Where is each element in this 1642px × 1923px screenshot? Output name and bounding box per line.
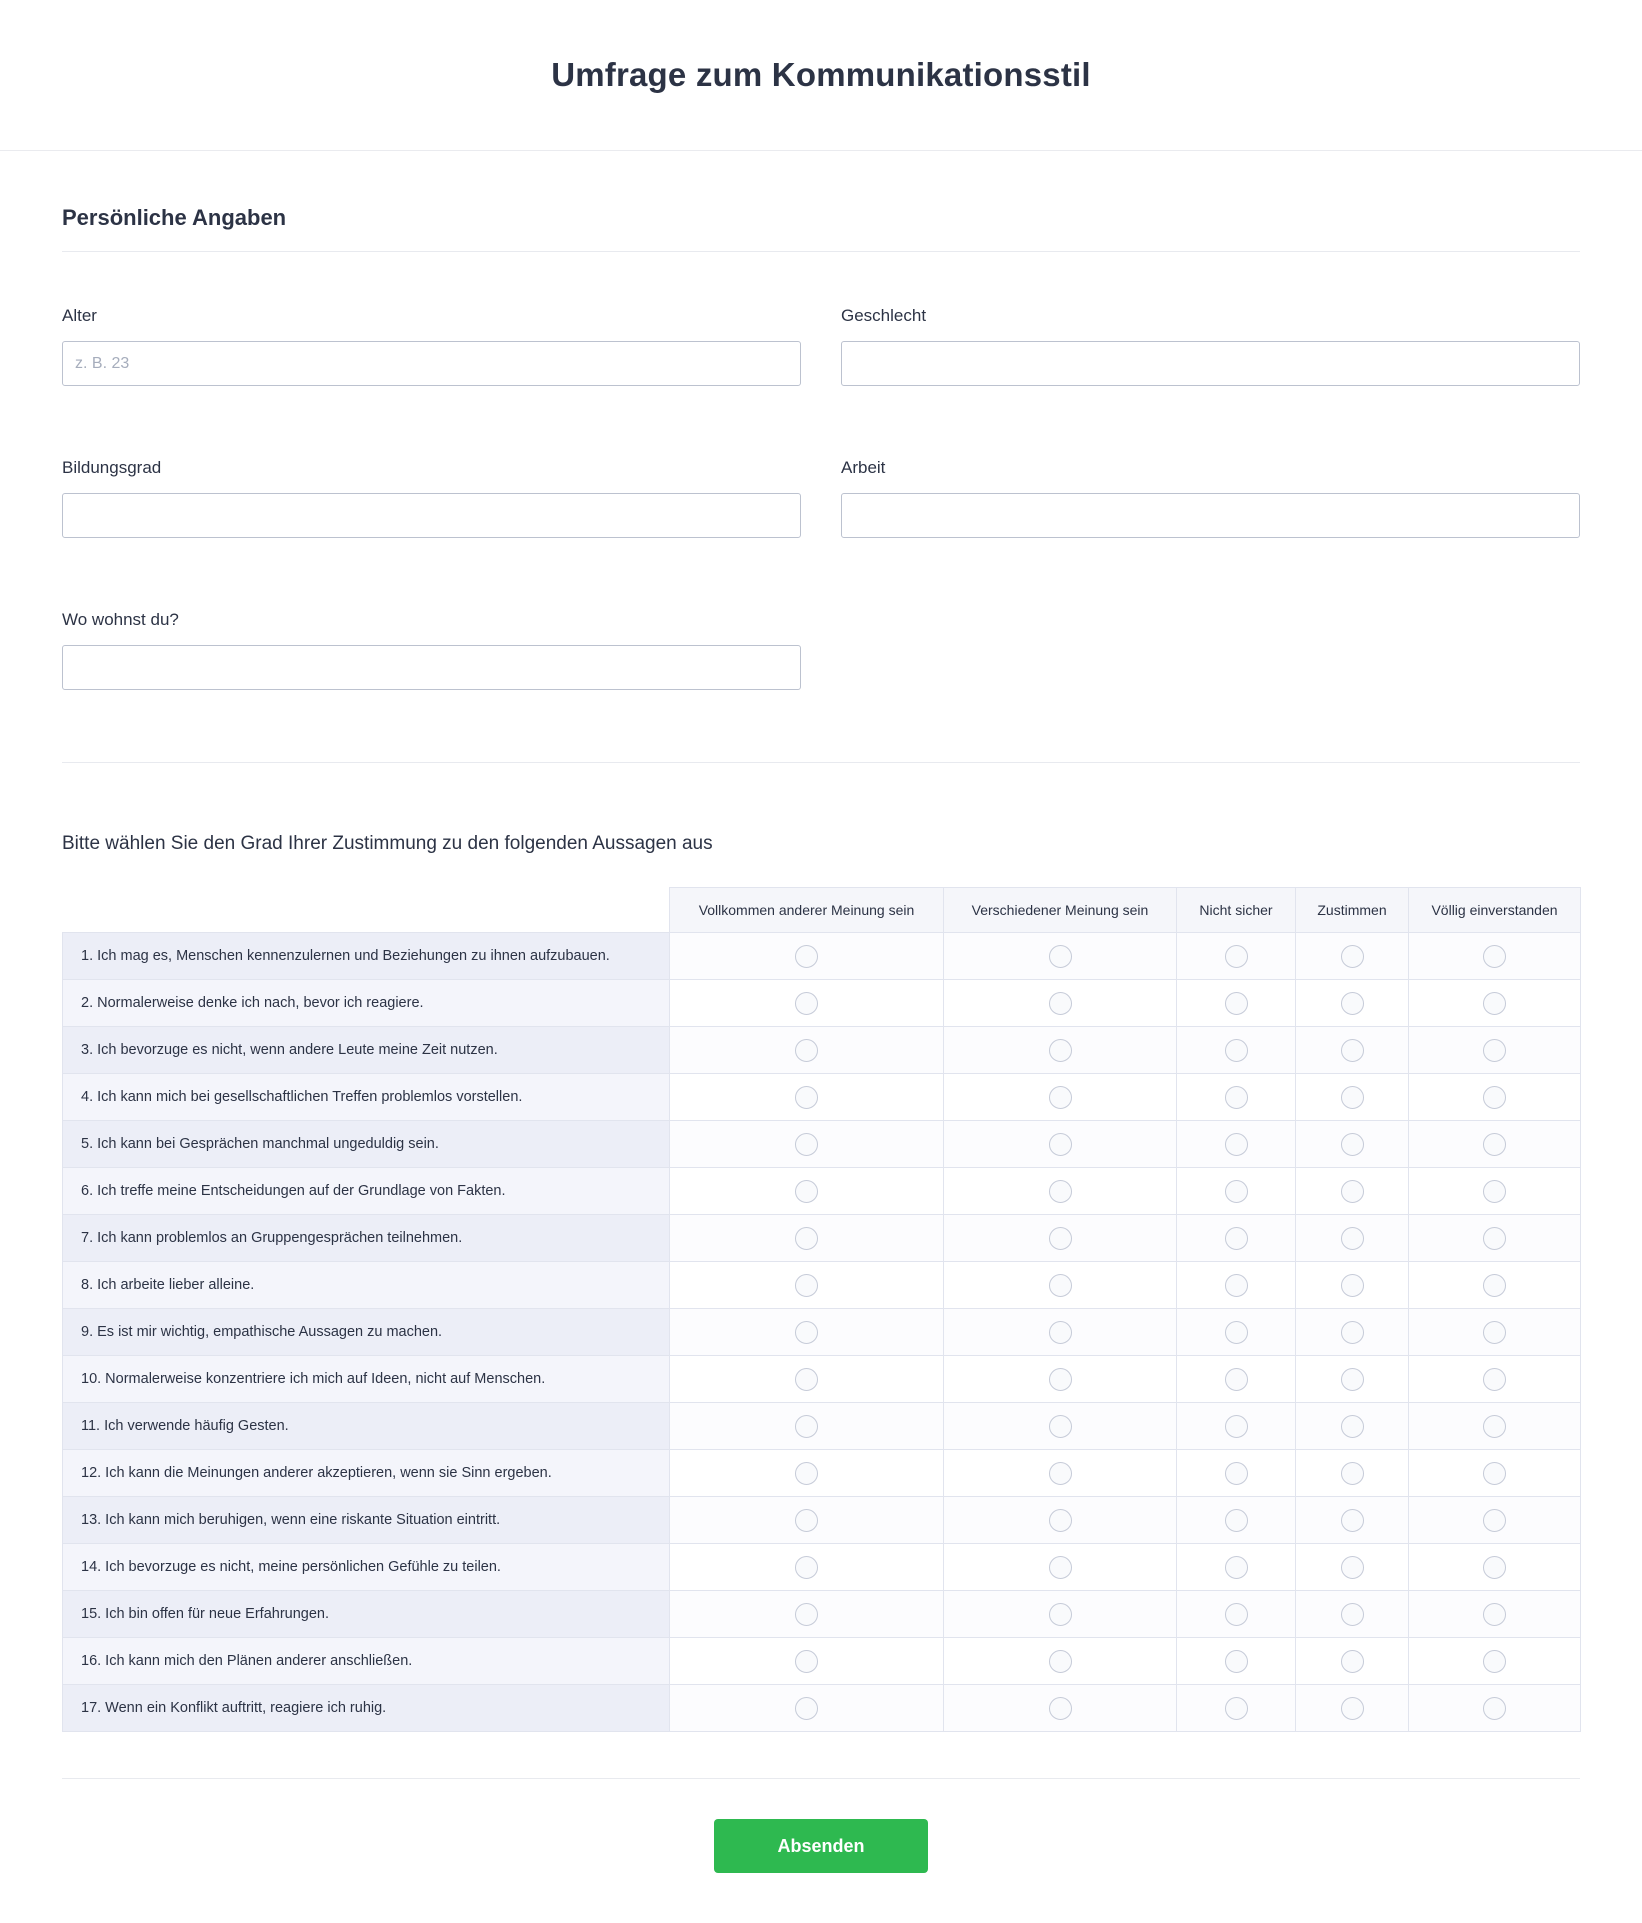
matrix-radio-cell[interactable] — [1177, 1074, 1296, 1121]
radio-button[interactable] — [1225, 1415, 1248, 1438]
matrix-radio-cell[interactable] — [670, 1074, 944, 1121]
radio-button[interactable] — [1483, 992, 1506, 1015]
matrix-row-label: 7. Ich kann problemlos an Gruppengesprächen teilnehmen. — [63, 1215, 670, 1262]
matrix-radio-cell[interactable] — [1296, 1262, 1409, 1309]
matrix-column-header: Zustimmen — [1296, 888, 1409, 933]
matrix-section — [62, 833, 1580, 1732]
radio-button[interactable] — [1341, 945, 1364, 968]
matrix-radio-cell[interactable] — [944, 1497, 1177, 1544]
matrix-table — [62, 887, 1581, 1732]
matrix-radio-cell[interactable] — [1296, 980, 1409, 1027]
matrix-radio-cell[interactable] — [1296, 1685, 1409, 1732]
matrix-radio-cell[interactable] — [944, 933, 1177, 980]
radio-button[interactable] — [1225, 1462, 1248, 1485]
matrix-radio-cell[interactable] — [1177, 980, 1296, 1027]
matrix-radio-cell[interactable] — [944, 1309, 1177, 1356]
matrix-radio-cell[interactable] — [670, 980, 944, 1027]
radio-button[interactable] — [1341, 1227, 1364, 1250]
radio-button[interactable] — [1049, 1227, 1072, 1250]
matrix-row-label: 5. Ich kann bei Gesprächen manchmal ungeduldig sein. — [63, 1121, 670, 1168]
radio-button[interactable] — [1341, 1603, 1364, 1626]
radio-button[interactable] — [1049, 1556, 1072, 1579]
matrix-row — [63, 1027, 1581, 1074]
radio-button[interactable] — [1225, 992, 1248, 1015]
matrix-radio-cell[interactable] — [670, 1215, 944, 1262]
matrix-radio-cell[interactable] — [944, 1544, 1177, 1591]
matrix-radio-cell[interactable] — [1177, 1168, 1296, 1215]
matrix-row — [63, 1168, 1581, 1215]
matrix-column-header: Vollkommen anderer Meinung sein — [670, 888, 944, 933]
matrix-radio-cell[interactable] — [670, 1309, 944, 1356]
alter-label: Alter — [62, 306, 97, 325]
matrix-row — [63, 1403, 1581, 1450]
radio-button[interactable] — [1049, 1086, 1072, 1109]
radio-button[interactable] — [1341, 992, 1364, 1015]
radio-button[interactable] — [1341, 1415, 1364, 1438]
matrix-row — [63, 1544, 1581, 1591]
matrix-radio-cell[interactable] — [670, 1450, 944, 1497]
matrix-row — [63, 933, 1581, 980]
radio-button[interactable] — [1483, 1039, 1506, 1062]
matrix-row — [63, 1497, 1581, 1544]
radio-button[interactable] — [795, 1603, 818, 1626]
matrix-radio-cell[interactable] — [1296, 1074, 1409, 1121]
matrix-row-label: 10. Normalerweise konzentriere ich mich auf Ideen, nicht auf Menschen. — [63, 1356, 670, 1403]
radio-button[interactable] — [1049, 1603, 1072, 1626]
matrix-row-label: 14. Ich bevorzuge es nicht, meine persönlichen Gefühle zu teilen. — [63, 1544, 670, 1591]
radio-button[interactable] — [795, 1180, 818, 1203]
field-bildungsgrad — [62, 458, 801, 538]
radio-button[interactable] — [1483, 1697, 1506, 1720]
matrix-row-label: 16. Ich kann mich den Plänen anderer anschließen. — [63, 1638, 670, 1685]
matrix-row — [63, 1450, 1581, 1497]
matrix-row — [63, 1121, 1581, 1168]
submit-button[interactable]: Absenden — [714, 1819, 928, 1873]
matrix-row — [63, 980, 1581, 1027]
matrix-row-label: 11. Ich verwende häufig Gesten. — [63, 1403, 670, 1450]
radio-button[interactable] — [795, 1133, 818, 1156]
radio-button[interactable] — [1341, 1180, 1364, 1203]
radio-button[interactable] — [1341, 1697, 1364, 1720]
radio-button[interactable] — [1341, 1650, 1364, 1673]
field-alter — [62, 306, 801, 386]
matrix-row — [63, 1074, 1581, 1121]
matrix-radio-cell[interactable] — [944, 1168, 1177, 1215]
matrix-body — [63, 933, 1581, 1732]
matrix-radio-cell[interactable] — [1296, 1450, 1409, 1497]
radio-button[interactable] — [1225, 1556, 1248, 1579]
matrix-radio-cell[interactable] — [944, 1591, 1177, 1638]
matrix-row-label: 6. Ich treffe meine Entscheidungen auf der Grundlage von Fakten. — [63, 1168, 670, 1215]
radio-button[interactable] — [1483, 1650, 1506, 1673]
matrix-row-label: 13. Ich kann mich beruhigen, wenn eine riskante Situation eintritt. — [63, 1497, 670, 1544]
matrix-radio-cell[interactable] — [1296, 933, 1409, 980]
mid-divider — [62, 762, 1580, 763]
radio-button[interactable] — [795, 1274, 818, 1297]
matrix-row — [63, 1638, 1581, 1685]
radio-button[interactable] — [1483, 1321, 1506, 1344]
matrix-radio-cell[interactable] — [944, 1450, 1177, 1497]
radio-button[interactable] — [795, 1086, 818, 1109]
radio-button[interactable] — [1049, 1180, 1072, 1203]
radio-button[interactable] — [1225, 1321, 1248, 1344]
radio-button[interactable] — [1225, 1509, 1248, 1532]
matrix-corner-cell — [63, 888, 670, 933]
matrix-radio-cell[interactable] — [1409, 980, 1581, 1027]
matrix-row — [63, 1215, 1581, 1262]
personal-fields — [62, 306, 1580, 762]
radio-button[interactable] — [795, 992, 818, 1015]
matrix-radio-cell[interactable] — [944, 1121, 1177, 1168]
matrix-radio-cell[interactable] — [944, 1074, 1177, 1121]
matrix-radio-cell[interactable] — [1177, 1591, 1296, 1638]
matrix-radio-cell[interactable] — [670, 1121, 944, 1168]
field-wohnort — [62, 610, 801, 690]
radio-button[interactable] — [1225, 1274, 1248, 1297]
matrix-radio-cell[interactable] — [944, 1403, 1177, 1450]
radio-button[interactable] — [1049, 1415, 1072, 1438]
matrix-radio-cell[interactable] — [1177, 1638, 1296, 1685]
matrix-radio-cell[interactable] — [944, 980, 1177, 1027]
radio-button[interactable] — [1483, 1368, 1506, 1391]
matrix-column-header: Völlig einverstanden — [1409, 888, 1581, 933]
matrix-radio-cell[interactable] — [1409, 1638, 1581, 1685]
matrix-radio-cell[interactable] — [1296, 1168, 1409, 1215]
matrix-radio-cell[interactable] — [1409, 933, 1581, 980]
matrix-question: Bitte wählen Sie den Grad Ihrer Zustimmung zu den folgenden Aussagen aus — [62, 833, 713, 854]
matrix-radio-cell[interactable] — [1177, 933, 1296, 980]
matrix-radio-cell[interactable] — [670, 1497, 944, 1544]
page-title: Umfrage zum Kommunikationsstil — [551, 56, 1091, 93]
matrix-radio-cell[interactable] — [1409, 1168, 1581, 1215]
matrix-radio-cell[interactable] — [1409, 1262, 1581, 1309]
matrix-radio-cell[interactable] — [1409, 1074, 1581, 1121]
field-arbeit — [841, 458, 1580, 538]
radio-button[interactable] — [1049, 1509, 1072, 1532]
matrix-radio-cell[interactable] — [670, 1638, 944, 1685]
radio-button[interactable] — [1225, 1368, 1248, 1391]
alter-input[interactable] — [62, 341, 801, 386]
matrix-row-label: 1. Ich mag es, Menschen kennenzulernen und Beziehungen zu ihnen aufzubauen. — [63, 933, 670, 980]
radio-button[interactable] — [1225, 1086, 1248, 1109]
matrix-radio-cell[interactable] — [944, 1356, 1177, 1403]
radio-button[interactable] — [795, 1415, 818, 1438]
radio-button[interactable] — [1049, 1321, 1072, 1344]
radio-button[interactable] — [1225, 1650, 1248, 1673]
radio-button[interactable] — [1341, 1556, 1364, 1579]
matrix-row — [63, 1309, 1581, 1356]
matrix-radio-cell[interactable] — [1409, 1309, 1581, 1356]
matrix-radio-cell[interactable] — [1409, 1685, 1581, 1732]
matrix-radio-cell[interactable] — [670, 1168, 944, 1215]
matrix-radio-cell[interactable] — [1409, 1450, 1581, 1497]
wohnort-label: Wo wohnst du? — [62, 610, 179, 629]
radio-button[interactable] — [1483, 1415, 1506, 1438]
radio-button[interactable] — [795, 945, 818, 968]
matrix-row-label: 4. Ich kann mich bei gesellschaftlichen Treffen problemlos vorstellen. — [63, 1074, 670, 1121]
radio-button[interactable] — [795, 1462, 818, 1485]
matrix-radio-cell[interactable] — [1177, 1450, 1296, 1497]
matrix-radio-cell[interactable] — [944, 1685, 1177, 1732]
matrix-radio-cell[interactable] — [1409, 1497, 1581, 1544]
matrix-radio-cell[interactable] — [1409, 1215, 1581, 1262]
radio-button[interactable] — [1049, 1462, 1072, 1485]
radio-button[interactable] — [795, 1509, 818, 1532]
matrix-row-label: 15. Ich bin offen für neue Erfahrungen. — [63, 1591, 670, 1638]
personal-heading: Persönliche Angaben — [62, 205, 287, 230]
field-geschlecht — [841, 306, 1580, 386]
radio-button[interactable] — [795, 1368, 818, 1391]
matrix-radio-cell[interactable] — [1177, 1497, 1296, 1544]
matrix-row — [63, 1685, 1581, 1732]
radio-button[interactable] — [1341, 1039, 1364, 1062]
matrix-radio-cell[interactable] — [1177, 1685, 1296, 1732]
matrix-column-header: Verschiedener Meinung sein — [944, 888, 1177, 933]
matrix-radio-cell[interactable] — [1296, 1497, 1409, 1544]
matrix-radio-cell[interactable] — [944, 1027, 1177, 1074]
matrix-row-label: 8. Ich arbeite lieber alleine. — [63, 1262, 670, 1309]
radio-button[interactable] — [1049, 1133, 1072, 1156]
matrix-header-row — [63, 888, 1581, 933]
matrix-row-label: 2. Normalerweise denke ich nach, bevor ich reagiere. — [63, 980, 670, 1027]
radio-button[interactable] — [795, 1039, 818, 1062]
matrix-radio-cell[interactable] — [670, 1591, 944, 1638]
radio-button[interactable] — [1341, 1133, 1364, 1156]
radio-button[interactable] — [1225, 1697, 1248, 1720]
matrix-radio-cell[interactable] — [1177, 1544, 1296, 1591]
radio-button[interactable] — [1049, 1697, 1072, 1720]
matrix-radio-cell[interactable] — [1296, 1591, 1409, 1638]
radio-button[interactable] — [795, 1650, 818, 1673]
radio-button[interactable] — [1483, 945, 1506, 968]
personal-section — [62, 205, 1580, 762]
matrix-radio-cell[interactable] — [670, 1356, 944, 1403]
matrix-radio-cell[interactable] — [670, 1403, 944, 1450]
matrix-radio-cell[interactable] — [1296, 1544, 1409, 1591]
matrix-row-label: 12. Ich kann die Meinungen anderer akzeptieren, wenn sie Sinn ergeben. — [63, 1450, 670, 1497]
radio-button[interactable] — [1483, 1556, 1506, 1579]
matrix-radio-cell[interactable] — [1177, 1403, 1296, 1450]
radio-button[interactable] — [1483, 1603, 1506, 1626]
matrix-radio-cell[interactable] — [944, 1215, 1177, 1262]
matrix-radio-cell[interactable] — [1296, 1027, 1409, 1074]
matrix-radio-cell[interactable] — [1409, 1591, 1581, 1638]
radio-button[interactable] — [1483, 1509, 1506, 1532]
bildungsgrad-input[interactable] — [62, 493, 801, 538]
radio-button[interactable] — [1225, 1133, 1248, 1156]
form-content — [62, 205, 1580, 1923]
radio-button[interactable] — [795, 1227, 818, 1250]
matrix-row — [63, 1262, 1581, 1309]
radio-button[interactable] — [1341, 1321, 1364, 1344]
section-divider — [62, 251, 1580, 252]
radio-button[interactable] — [1341, 1274, 1364, 1297]
matrix-radio-cell[interactable] — [1296, 1309, 1409, 1356]
geschlecht-input[interactable] — [841, 341, 1580, 386]
radio-button[interactable] — [1049, 945, 1072, 968]
radio-button[interactable] — [1483, 1086, 1506, 1109]
matrix-radio-cell[interactable] — [670, 1262, 944, 1309]
bildungsgrad-label: Bildungsgrad — [62, 458, 162, 477]
radio-button[interactable] — [1341, 1368, 1364, 1391]
arbeit-input[interactable] — [841, 493, 1580, 538]
arbeit-label: Arbeit — [841, 458, 886, 477]
matrix-radio-cell[interactable] — [1177, 1262, 1296, 1309]
radio-button[interactable] — [1483, 1227, 1506, 1250]
matrix-radio-cell[interactable] — [1177, 1309, 1296, 1356]
form-header — [0, 0, 1642, 151]
radio-button[interactable] — [1225, 1603, 1248, 1626]
geschlecht-label: Geschlecht — [841, 306, 927, 325]
radio-button[interactable] — [795, 1697, 818, 1720]
radio-button[interactable] — [1225, 1039, 1248, 1062]
matrix-radio-cell[interactable] — [1296, 1215, 1409, 1262]
matrix-column-header: Nicht sicher — [1177, 888, 1296, 933]
radio-button[interactable] — [795, 1321, 818, 1344]
matrix-radio-cell[interactable] — [1177, 1027, 1296, 1074]
radio-button[interactable] — [1483, 1133, 1506, 1156]
matrix-radio-cell[interactable] — [1296, 1121, 1409, 1168]
radio-button[interactable] — [1225, 945, 1248, 968]
radio-button[interactable] — [1049, 1039, 1072, 1062]
radio-button[interactable] — [1049, 992, 1072, 1015]
matrix-radio-cell[interactable] — [1409, 1403, 1581, 1450]
matrix-radio-cell[interactable] — [944, 1638, 1177, 1685]
matrix-row-label: 17. Wenn ein Konflikt auftritt, reagiere ich ruhig. — [63, 1685, 670, 1732]
matrix-radio-cell[interactable] — [670, 1027, 944, 1074]
form-footer — [62, 1779, 1580, 1923]
matrix-radio-cell[interactable] — [1296, 1356, 1409, 1403]
radio-button[interactable] — [1483, 1180, 1506, 1203]
matrix-radio-cell[interactable] — [1409, 1121, 1581, 1168]
matrix-radio-cell[interactable] — [944, 1262, 1177, 1309]
matrix-radio-cell[interactable] — [1409, 1027, 1581, 1074]
radio-button[interactable] — [1341, 1086, 1364, 1109]
matrix-radio-cell[interactable] — [670, 1544, 944, 1591]
radio-button[interactable] — [1225, 1227, 1248, 1250]
matrix-row-label: 3. Ich bevorzuge es nicht, wenn andere Leute meine Zeit nutzen. — [63, 1027, 670, 1074]
radio-button[interactable] — [1049, 1274, 1072, 1297]
radio-button[interactable] — [1225, 1180, 1248, 1203]
matrix-radio-cell[interactable] — [1296, 1403, 1409, 1450]
radio-button[interactable] — [795, 1556, 818, 1579]
matrix-row — [63, 1591, 1581, 1638]
matrix-radio-cell[interactable] — [1409, 1544, 1581, 1591]
radio-button[interactable] — [1341, 1462, 1364, 1485]
matrix-radio-cell[interactable] — [1409, 1356, 1581, 1403]
matrix-row-label: 9. Es ist mir wichtig, empathische Aussagen zu machen. — [63, 1309, 670, 1356]
matrix-radio-cell[interactable] — [1177, 1121, 1296, 1168]
radio-button[interactable] — [1049, 1368, 1072, 1391]
matrix-radio-cell[interactable] — [1177, 1215, 1296, 1262]
radio-button[interactable] — [1483, 1462, 1506, 1485]
radio-button[interactable] — [1049, 1650, 1072, 1673]
radio-button[interactable] — [1483, 1274, 1506, 1297]
wohnort-input[interactable] — [62, 645, 801, 690]
matrix-row — [63, 1356, 1581, 1403]
matrix-radio-cell[interactable] — [1296, 1638, 1409, 1685]
matrix-radio-cell[interactable] — [670, 1685, 944, 1732]
matrix-radio-cell[interactable] — [1177, 1356, 1296, 1403]
matrix-radio-cell[interactable] — [670, 933, 944, 980]
radio-button[interactable] — [1341, 1509, 1364, 1532]
